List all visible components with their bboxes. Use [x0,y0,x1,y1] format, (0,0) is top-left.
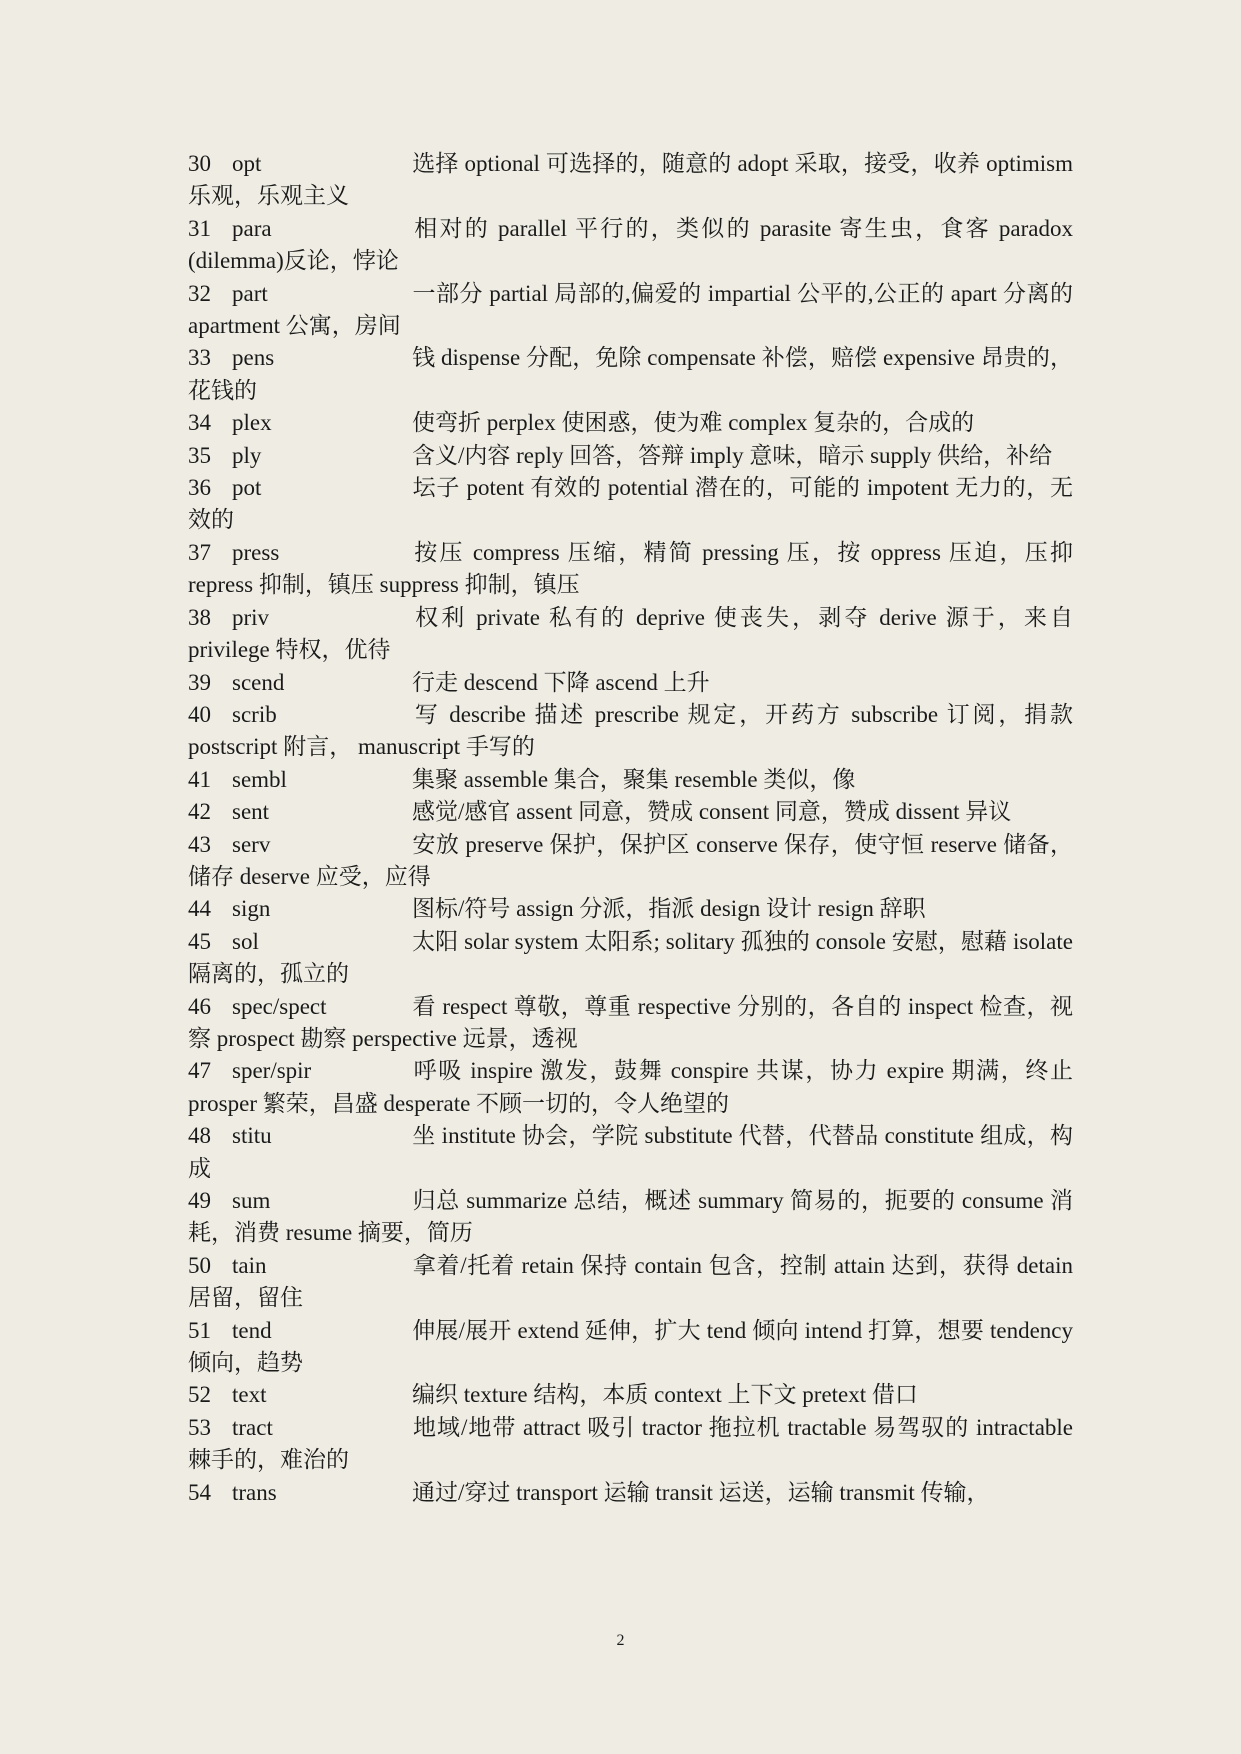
entry-number: 34 [188,410,211,436]
root-definition: 伸展/展开 extend 延伸，扩大 tend 倾向 intend 打算，想要 tendency 倾向，趋势 [188,1317,1073,1376]
word-root: trans [232,1479,277,1505]
entry-number: 54 [188,1479,211,1505]
document-body [188,148,1073,1509]
entry-number: 40 [188,701,211,727]
word-root: pot [232,475,262,501]
root-definition: 写 describe 描述 prescribe 规定，开药方 subscribe 订阅，捐款 postscript 附言， manuscript 手写的 [188,701,1073,760]
word-root-entry [188,1477,1073,1509]
entry-number: 42 [188,799,211,825]
word-root: sol [232,928,259,954]
root-definition: 通过/穿过 transport 运输 transit 运送，运输 transmit 传输， [412,1479,990,1505]
word-root: pens [232,345,275,371]
word-root-entry [188,342,1073,407]
word-root-entry [188,1055,1073,1120]
root-definition: 行走 descend 下降 ascend 上升 [412,669,710,695]
word-root: scrib [232,701,277,727]
entry-number: 37 [188,539,211,565]
entry-number: 53 [188,1414,211,1440]
root-definition: 呼吸 inspire 激发，鼓舞 conspire 共谋，协力 expire 期满，终止 prosper 繁荣，昌盛 desperate 不顾一切的，令人绝望的 [188,1058,1073,1116]
word-root: sent [232,799,270,825]
word-root: para [232,215,272,241]
word-root: sembl [232,766,287,792]
root-definition: 选择 optional 可选择的，随意的 adopt 采取，接受，收养 optimism 乐观，乐观主义 [188,151,1073,209]
entry-number: 39 [188,669,211,695]
word-root: stitu [232,1123,272,1149]
word-root: ply [232,442,262,468]
word-root-entry [188,1315,1073,1380]
word-root-entry [188,796,1073,828]
word-root: tend [232,1317,272,1343]
entry-number: 33 [188,345,211,371]
entry-number: 51 [188,1317,211,1343]
root-definition: 看 respect 尊敬，尊重 respective 分别的，各自的 inspect 检查，视察 prospect 勘察 perspective 远景，透视 [188,993,1073,1051]
root-definition: 编织 texture 结构，本质 context 上下文 pretext 借口 [412,1382,918,1408]
word-root-entry [188,537,1073,602]
word-root: part [232,280,268,306]
word-root-entry [188,1185,1073,1250]
root-definition: 相对的 parallel 平行的，类似的 parasite 寄生虫，食客 paradox (dilemma)反论，悖论 [188,215,1073,274]
root-definition: 感觉/感官 assent 同意，赞成 consent 同意，赞成 dissent 异议 [412,799,1012,825]
word-root-entry [188,213,1073,278]
entry-number: 52 [188,1382,211,1408]
word-root-entry [188,472,1073,537]
root-definition: 一部分 partial 局部的,偏爱的 impartial 公平的,公正的 apart 分离的 apartment 公寓，房间 [188,280,1073,339]
word-root: serv [232,831,271,857]
root-definition: 拿着/托着 retain 保持 contain 包含，控制 attain 达到，获得 detain 居留，留住 [188,1252,1073,1311]
word-root: sign [232,896,271,922]
root-definition: 坐 institute 协会，学院 substitute 代替，代替品 constitute 组成，构成 [188,1123,1073,1181]
entry-number: 30 [188,151,211,176]
entry-number: 32 [188,280,211,306]
root-definition: 图标/符号 assign 分派，指派 design 设计 resign 辞职 [412,896,926,922]
entry-number: 49 [188,1188,211,1213]
word-root: opt [232,151,262,176]
word-root-entry [188,1120,1073,1185]
word-root: tain [232,1252,267,1278]
word-root: plex [232,410,272,436]
word-root-entry [188,764,1073,796]
word-root: sper/spir [232,1058,312,1084]
root-definition: 按压 compress 压缩，精简 pressing 压，按 oppress 压迫，压抑 repress 抑制，镇压 suppress 抑制，镇压 [188,539,1073,598]
entry-number: 36 [188,475,211,501]
entry-number: 35 [188,442,211,468]
entry-number: 46 [188,993,211,1019]
word-root-entry [188,1412,1073,1477]
word-root-entry [188,440,1073,472]
word-root-entry [188,407,1073,439]
entry-number: 41 [188,766,211,792]
entry-number: 45 [188,928,211,954]
word-root: sum [232,1188,271,1213]
entry-number: 50 [188,1252,211,1278]
word-root-entry [188,926,1073,991]
word-root: press [232,539,280,565]
root-definition: 安放 preserve 保护，保护区 conserve 保存，使守恒 reserve 储备，储存 deserve 应受，应得 [188,831,1073,889]
root-definition: 归总 summarize 总结，概述 summary 简易的，扼要的 consume 消耗，消费 resume 摘要，简历 [188,1188,1073,1246]
word-root: spec/spect [232,993,327,1019]
entry-number: 48 [188,1123,211,1149]
word-root-entry [188,1379,1073,1411]
word-root-entry [188,667,1073,699]
entry-number: 44 [188,896,211,922]
word-root-entry [188,991,1073,1056]
word-root-entry [188,602,1073,667]
entry-number: 31 [188,215,211,241]
root-definition: 地域/地带 attract 吸引 tractor 拖拉机 tractable 易驾驭的 intractable 棘手的，难治的 [188,1414,1073,1473]
word-root: priv [232,604,270,630]
root-definition: 坛子 potent 有效的 potential 潜在的，可能的 impotent 无力的，无效的 [188,475,1073,533]
entry-number: 43 [188,831,211,857]
entry-number: 47 [188,1058,211,1084]
root-definition: 权利 private 私有的 deprive 使丧失，剥夺 derive 源于，来自 privilege 特权，优待 [188,604,1073,663]
root-definition: 使弯折 perplex 使困惑，使为难 complex 复杂的，合成的 [412,410,975,436]
root-definition: 钱 dispense 分配，免除 compensate 补偿，赔偿 expensive 昂贵的，花钱的 [188,345,1073,403]
word-root-entry [188,1250,1073,1315]
root-definition: 集聚 assemble 集合，聚集 resemble 类似，像 [412,766,856,792]
word-root-entry [188,893,1073,925]
root-definition: 含义/内容 reply 回答，答辩 imply 意味，暗示 supply 供给，补给 [412,442,1053,468]
word-root: tract [232,1414,273,1440]
page-number: 2 [616,1632,625,1649]
word-root: scend [232,669,285,695]
word-root-entry [188,829,1073,894]
entry-number: 38 [188,604,211,630]
root-definition: 太阳 solar system 太阳系; solitary 孤独的 console 安慰，慰藉 isolate 隔离的，孤立的 [188,928,1073,987]
word-root-entry [188,278,1073,343]
word-root-entry [188,699,1073,764]
word-root: text [232,1382,267,1408]
word-root-entry [188,148,1073,213]
